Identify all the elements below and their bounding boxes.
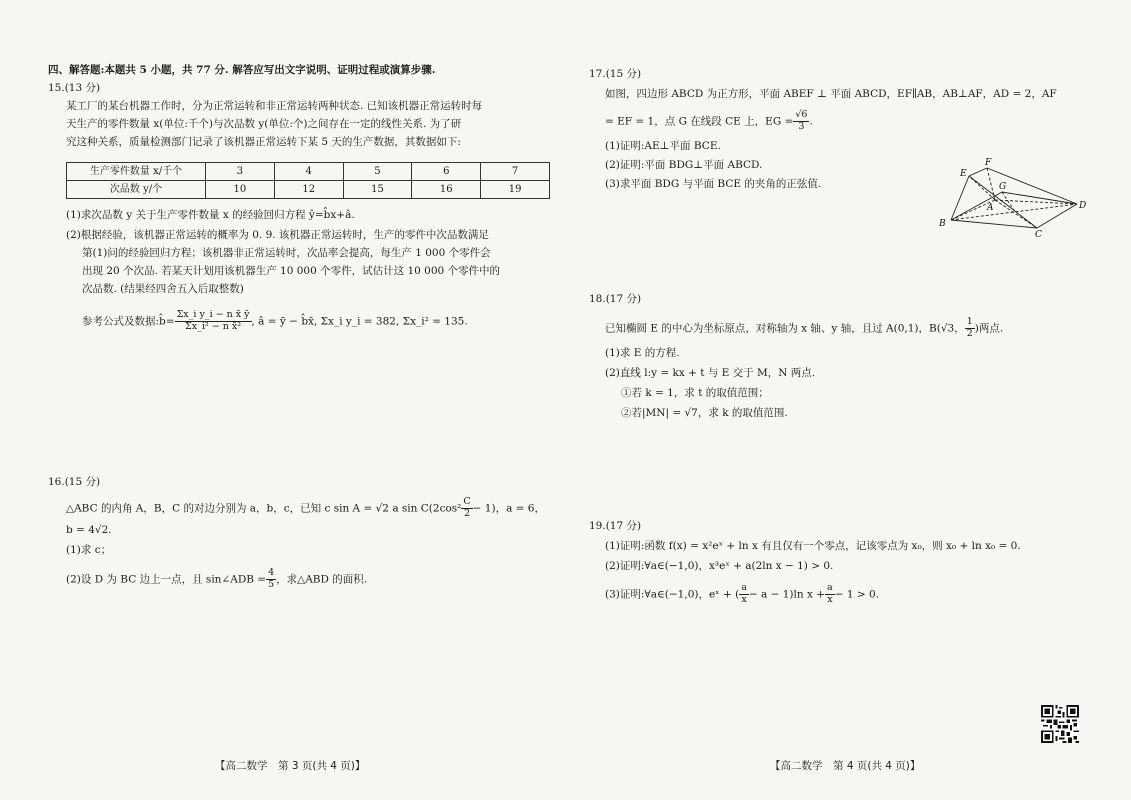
q19-part2: (2)证明:∀a∈(−1,0)，x³eˣ + a(2ln x − 1) > 0.	[605, 560, 834, 572]
q15-text-line1: 某工厂的某台机器工作时，分为正常运转和非正常运转两种状态. 已知该机器正常运转时每	[66, 100, 483, 112]
q15-text-line3: 究这种关系，质量检测部门记录了该机器正常运转下某 5 天的生产数据，其数据如下:	[66, 136, 461, 148]
q15-number: 15.(13 分)	[48, 82, 101, 94]
vertex-label-d: D	[1079, 201, 1087, 211]
q19-part3-fraction-2	[825, 583, 835, 606]
q18-part2: (2)直线 l:y = kx + t 与 E 交于 M，N 两点.	[605, 367, 816, 379]
q15-text-line2: 天生产的零件数量 x(单位:千个)与次品数 y(单位:个)之间存在一定的线性关系. 为了研	[66, 118, 462, 130]
q18-text-line1	[605, 317, 1003, 340]
q16-part1: (1)求 c；	[66, 544, 112, 556]
q19-part3-text-a: (3)证明:∀a∈(−1,0)，eˣ + (	[605, 588, 740, 601]
page-footer-right: 【高二数学 第 4 页(共 4 页)】	[770, 760, 921, 772]
q15-part1: (1)求次品数 y 关于生产零件数量 x 的经验回归方程 ŷ=b̂x+â.	[66, 209, 355, 221]
table-cell: 7	[481, 163, 550, 181]
reference-label: 参考公式及数据:	[82, 315, 160, 328]
table-cell: 16	[412, 181, 481, 199]
q15-part2-line4: 次品数. (结果经四舍五入后取整数)	[82, 283, 244, 295]
q17-part3: (3)求平面 BDG 与平面 BCE 的夹角的正弦值.	[605, 178, 822, 190]
edge-ae	[969, 176, 995, 200]
reference-b-lhs: b̂=	[159, 315, 175, 328]
q16-part2-text-b: ，求△ABD 的面积.	[276, 573, 368, 586]
fraction-numerator: Σx_i y_i − n x̄ ȳ	[176, 309, 250, 320]
q16-part2-fraction	[266, 568, 276, 591]
table-cell: 10	[206, 181, 275, 199]
fraction-numerator: 1	[966, 316, 973, 327]
fraction-denominator: x	[741, 593, 747, 605]
fraction-denominator: Σx_i² − n x̄²	[185, 320, 242, 332]
q18-part2-i: ①若 k = 1，求 t 的取值范围；	[621, 387, 769, 399]
q16-condition-a: △ABC 的内角 A，B，C 的对边分别为 a，b，c，已知 c sin A = √2 a sin C(2cos²	[66, 502, 462, 515]
fraction-numerator: 4	[268, 567, 275, 578]
q19-part3-text-c: − 1 > 0.	[834, 588, 880, 601]
reference-b-fraction	[175, 310, 252, 333]
table-cell: 3	[206, 163, 275, 181]
section-heading: 四、解答题:本题共 5 小题，共 77 分. 解答应写出文字说明、证明过程或演算步骤.	[48, 64, 436, 76]
fraction-denominator: x	[827, 593, 833, 605]
q15-part2-line1: (2)根据经验，该机器正常运转的概率为 0. 9. 该机器正常运转时，生产的零件中次品数满足	[66, 229, 489, 241]
fraction-numerator: √6	[795, 109, 808, 120]
table-row	[67, 181, 550, 199]
edge-bd	[951, 204, 1077, 220]
edge-cd	[1037, 204, 1077, 228]
q16-fraction	[461, 497, 472, 520]
table-row	[67, 163, 550, 181]
q17-part1: (1)证明:AE⊥平面 BCE.	[605, 140, 721, 152]
edge-gd	[1002, 192, 1077, 204]
q17-number: 17.(15 分)	[589, 68, 642, 80]
vertex-label-b: B	[939, 219, 946, 229]
q17-part2: (2)证明:平面 BDG⊥平面 ABCD.	[605, 159, 763, 171]
fraction-numerator: a	[741, 582, 747, 593]
q16-condition-b: − 1)，a = 6，	[472, 502, 545, 515]
vertex-label-a: A	[987, 203, 994, 213]
q18-fraction	[965, 317, 975, 340]
vertex-label-g: G	[999, 182, 1007, 192]
q18-text-a: 已知椭圆 E 的中心为坐标原点，对称轴为 x 轴、y 轴，且过 A(0,1)，B(√3，	[605, 322, 965, 335]
table-cell: 12	[274, 181, 343, 199]
table-row-header: 生产零件数量 x/千个	[67, 163, 206, 181]
reference-data: , â = ȳ − b̂x̄, Σx_i y_i = 382, Σx_i² = 135.	[251, 315, 468, 328]
edge-ef	[969, 168, 987, 176]
qr-code-icon	[1041, 705, 1079, 743]
q18-number: 18.(17 分)	[589, 293, 642, 305]
fraction-denominator: 2	[463, 507, 471, 519]
vertex-label-e: E	[960, 169, 967, 179]
left-page	[0, 0, 565, 800]
table-cell: 6	[412, 163, 481, 181]
edge-bg	[951, 192, 1002, 220]
q15-part2-line3: 出现 20 个次品. 若某天计划用该机器生产 10 000 个零件，试估计这 10 000 个零件中的	[82, 265, 501, 277]
q16-number: 16.(15 分)	[48, 476, 101, 488]
page-footer-left: 【高二数学 第 3 页(共 4 页)】	[215, 760, 366, 772]
q15-reference-formula	[82, 310, 468, 333]
q16-text-line1	[66, 497, 545, 520]
q15-data-table	[66, 162, 550, 199]
q17-text-a: = EF = 1，点 G 在线段 CE 上，EG =	[605, 115, 794, 128]
edge-bc	[951, 220, 1037, 228]
q18-part1: (1)求 E 的方程.	[605, 347, 680, 359]
q17-text-b: .	[809, 115, 813, 128]
vertex-label-f: F	[985, 158, 992, 168]
q16-part2	[66, 568, 367, 591]
q16-part2-text-a: (2)设 D 为 BC 边上一点，且 sin∠ADB =	[66, 573, 267, 586]
q17-geometry-figure	[937, 156, 1089, 238]
table-row-header: 次品数 y/个	[67, 181, 206, 199]
fraction-numerator: C	[463, 496, 471, 507]
vertex-label-c: C	[1035, 230, 1042, 238]
table-cell: 5	[343, 163, 412, 181]
q19-part3-fraction-1	[739, 583, 749, 606]
table-cell: 19	[481, 181, 550, 199]
fraction-denominator: 2	[966, 327, 973, 339]
fraction-numerator: a	[827, 582, 833, 593]
fraction-denominator: 5	[268, 578, 275, 590]
q18-part2-ii: ②若|MN| = √7，求 k 的取值范围.	[621, 407, 788, 419]
q15-part2-line2: 第(1)问的经验回归方程；该机器非正常运转时，次品率会提高，每生产 1 000 个零件会	[82, 247, 491, 259]
table-cell: 15	[343, 181, 412, 199]
q19-number: 19.(17 分)	[589, 520, 642, 532]
q19-part3	[605, 583, 879, 606]
q17-text-line1: 如图，四边形 ABCD 为正方形，平面 ABEF ⊥ 平面 ABCD，EF∥AB，AB⊥AF，AD = 2，AF	[605, 88, 1057, 100]
q17-fraction	[793, 110, 809, 133]
q19-part3-text-b: − a − 1)ln x +	[748, 588, 826, 601]
q19-part1: (1)证明:函数 f(x) = x²eˣ + ln x 有且仅有一个零点，记该零点为 x₀，则 x₀ + ln x₀ = 0.	[605, 540, 1021, 552]
q17-text-line2	[605, 110, 813, 133]
right-page	[565, 0, 1131, 800]
q18-text-b: )两点.	[974, 322, 1004, 335]
fraction-denominator: 3	[798, 120, 805, 132]
q16-text-line2: b = 4√2.	[66, 524, 112, 536]
table-cell: 4	[274, 163, 343, 181]
